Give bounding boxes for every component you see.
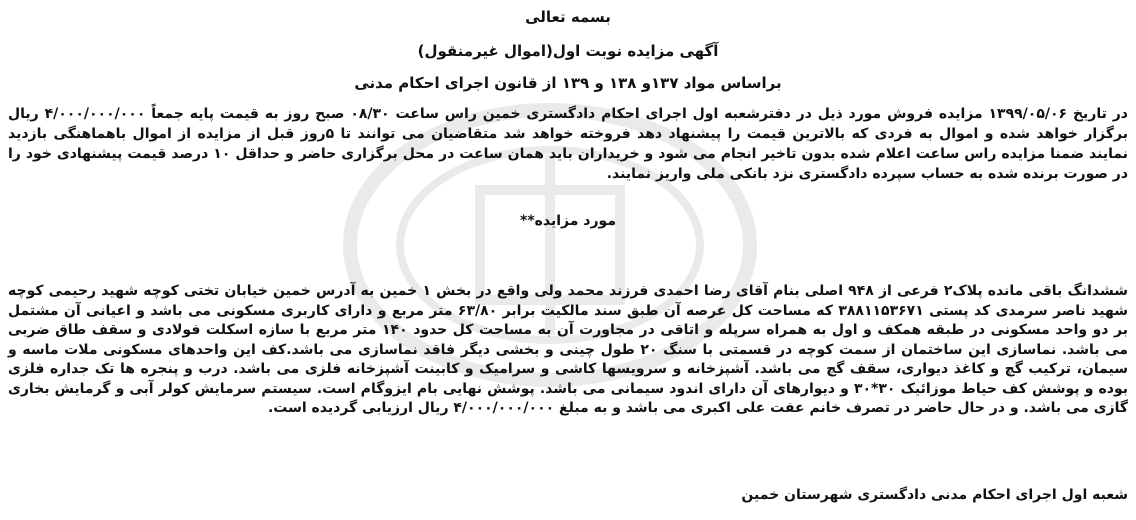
legal-basis: براساس مواد ۱۳۷و ۱۳۸ و ۱۳۹ از قانون اجرای احکام مدنی: [354, 74, 782, 92]
notice-title: آگهی مزایده نوبت اول(اموال غیرمنقول): [417, 42, 719, 60]
basmala: بسمه تعالی: [525, 8, 611, 26]
property-description: ششدانگ باقی مانده پلاک۲ فرعی از ۹۴۸ اصلی بنام آقای رضا احمدی فرزند محمد ولی واقع در بخش ۱ خمین به آدرس خمین خیابان تختی کوچه شهید رحیمی کوچه شهید ناصر سرمدی کد پستی ۳۸۸۱۱۵۳۶۷۱ که مساحت کل عرصه آن طبق سند مالکیت برابر ۶۳/۸۰ متر مربع و دارای کاربری مسکونی می باشد و اعیانی آن مشتمل بر دو واحد مسکونی در طبقه همکف و اول به همراه سرپله و اتاقی در مجاورت آن به مساحت کل حدود ۱۴۰ متر مربع با سازه اسکلت فولادی و سقف طاق ضربی می باشد. نماسازی این ساختمان از سمت کوچه در قسمتی با سنگ ۲۰ طول چینی و بخشی دیگر فاقد نماسازی می باشد.کف این واحدهای مسکونی ملات ماسه و سیمان، ترکیب گچ و کاغذ دیواری، سقف گچ می باشد. آشپزخانه و سرویسها کاشی و سرامیک و کابینت آشپزخانه فلزی می باشد. درب و پنجره ها تک جداره فلزی بوده و پوشش کف حیاط موزائیک ۳۰*۳۰ و دیوارهای آن دارای اندود سیمانی می باشد. پوشش نهایی بام ایزوگام است. سیستم سرمایش کولر آبی و گرمایش بخاری گازی می باشد. و در حال حاضر در تصرف خانم عفت علی اکبری می باشد و به مبلغ ۴/۰۰۰/۰۰۰/۰۰۰ ریال ارزیابی گردیده است.: [8, 283, 1129, 416]
subject-heading: مورد مزایده**: [520, 213, 616, 229]
issuer-signature: شعبه اول اجرای احکام مدنی دادگستری شهرستان خمین: [741, 487, 1128, 503]
intro-paragraph: در تاریخ ۱۳۹۹/۰۵/۰۶ مزایده فروش مورد ذیل در دفترشعبه اول اجرای احکام دادگستری خمین راس ساعت ۰۸/۳۰ صبح روز به قیمت پایه جمعاً ۴/۰۰۰/۰۰۰/۰۰۰ ریال برگزار خواهد شده و اموال به فردی که بالاترین قیمت را پیشنهاد دهد فروخته خواهد شد متقاضیان می توانند تا ۵روز قبل از مزایده از اموال باهماهنگی بازدید نمایند ضمنا مزایده راس ساعت اعلام شده بدون تاخیر انجام می شود و خریداران باید همان ساعت در محل برگزاری حاضر و حداقل ۱۰ درصد قیمت پیشنهادی خود را در صورت برنده شده به حساب سپرده دادگستری نزد بانکی ملی واریز نمایند.: [8, 106, 1128, 182]
